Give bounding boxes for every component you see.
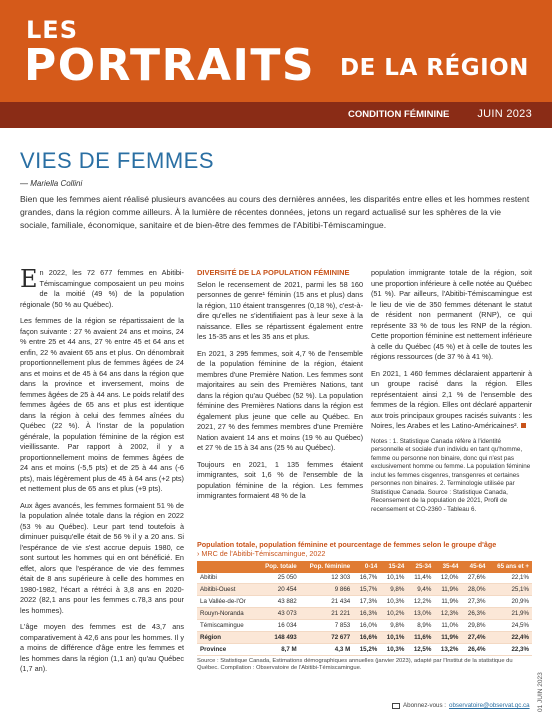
- table-row: [197, 584, 532, 596]
- banner-title-les: LES: [26, 16, 78, 44]
- table-subtitle: › MRC de l'Abitibi-Témiscamingue, 2022: [197, 549, 326, 558]
- table-cell: 16,7%: [353, 573, 380, 584]
- table-cell: 9,4%: [407, 584, 434, 596]
- table-cell: 25,1%: [488, 584, 532, 596]
- column-1: [20, 265, 184, 681]
- category-label: CONDITION FÉMININE: [348, 109, 450, 120]
- col2-paragraph-1: Selon le recensement de 2021, parmi les 58 160 personnes de genre¹ féminin (15 ans et plus) dans la région, 110 étaient transgenres (0,18 %), c'est-à-dire qu'elles ne s'identifiaient pas à leur sexe à la naissance. Elles se répartissent également entre les 15-35 ans et les 35 ans et plus.: [197, 279, 363, 341]
- col1-paragraph-1: [20, 265, 184, 310]
- table-cell: 10,1%: [380, 632, 407, 644]
- table-cell: 29,8%: [461, 620, 488, 632]
- column-3: [371, 268, 532, 520]
- table-cell: 28,0%: [461, 584, 488, 596]
- row-label: Province: [197, 644, 256, 656]
- subscribe-label: Abonnez-vous :: [403, 702, 446, 709]
- table-cell: 9 866: [300, 584, 354, 596]
- issue-date: JUIN 2023: [477, 108, 532, 120]
- table-cell: 25 050: [256, 573, 299, 584]
- col-header: 35-44: [434, 561, 461, 573]
- col3-paragraph-1: population immigrante totale de la région, soit une proportion inférieure à celle notée au Québec (51 %). Par ailleurs, l'Abitibi-Témiscamingue est le lieu de vie de 350 femmes détenant le statut de résident non permanent (RNP), ce qui représente 33 % de tous les RNP de la région. Cette proportion féminine est nettement inférieure à celle du Québec (45 %) et à celle de toutes les régions ressources (de 37 % à 41 %).: [371, 268, 532, 361]
- table-cell: 22,3%: [488, 644, 532, 656]
- table-cell: 26,4%: [461, 644, 488, 656]
- table-title: Population totale, population féminine et pourcentage de femmes selon le groupe d'âge: [197, 540, 497, 549]
- table-row: [197, 596, 532, 608]
- table-cell: 11,6%: [407, 632, 434, 644]
- table-cell: 16,0%: [353, 620, 380, 632]
- col-header: [197, 561, 256, 573]
- table-cell: 20 454: [256, 584, 299, 596]
- table-cell: 24,5%: [488, 620, 532, 632]
- table-cell: 22,4%: [488, 632, 532, 644]
- table-cell: 12,0%: [434, 573, 461, 584]
- dropcap: E: [20, 265, 38, 293]
- table-cell: 7 853: [300, 620, 354, 632]
- population-table-block: [197, 540, 532, 672]
- table-cell: 8,7 M: [256, 644, 299, 656]
- col-header: Pop. totale: [256, 561, 299, 573]
- table-cell: 43 073: [256, 608, 299, 620]
- table-cell: 16 034: [256, 620, 299, 632]
- table-cell: 21 221: [300, 608, 354, 620]
- table-header-row: [197, 561, 532, 573]
- table-row: [197, 644, 532, 656]
- table-cell: 11,9%: [434, 596, 461, 608]
- row-label: Abitibi-Ouest: [197, 584, 256, 596]
- column-2: [197, 268, 363, 508]
- col-header: 65 ans et +: [488, 561, 532, 573]
- table-row: [197, 573, 532, 584]
- table-cell: 13,0%: [407, 608, 434, 620]
- col1-paragraph-3: Aux âges avancés, les femmes formaient 51 % de la population aînée totale dans la région en 2022 (53 % au Québec). Leur part tend toutefois à diminuer puisqu'elle était de 56 % il y a 20 ans. Si l'espérance de vie s'est accrue depuis 1980, ce sont surtout les hommes qui en ont bénéficié. En effet, alors que l'espérance de vie des femmes était de 8 ans supérieure à celle des hommes en 1980-1982, l'écart a rétréci à 3,8 ans en 2020-2022 (82,1 ans pour les femmes c.78,3 ans pour les hommes).: [20, 500, 184, 615]
- col1-paragraph-2: Les femmes de la région se répartissaient de la façon suivante : 27 % avaient 24 ans et moins, 24 % entre 25 et 44 ans, 27 % entre 45 et 64 ans et enfin, 22 % avaient 65 ans et plus. On dénombrait proportionnellement plus de femmes âgées de 24 ans et moins et de 45 à 64 ans dans la région que dans la province et inversement, moins de femmes âgées de 25 à 44 ans. Le poids relatif des femmes âgées de 65 ans et plus est identique dans la région à celui des femmes aînées du Québec (22 %). À l'instar de la population générale, la population féminine de la région est vieillissante. Par rapport à 2002, il y a proportionnellement moins de femmes âgées de 24 ans et moins (-5,5 pts) et de 25 à 44 ans (-6 pts), mais légèrement plus de 45 à 64 ans (+2 pts) et nettement plus de 65 ans et plus (+9 pts).: [20, 316, 184, 493]
- table-cell: 17,3%: [353, 596, 380, 608]
- table-cell: 8,9%: [407, 620, 434, 632]
- col-header: 25-34: [407, 561, 434, 573]
- col-header: 0-14: [353, 561, 380, 573]
- col1-p1-text: n 2022, les 72 677 femmes en Abitibi-Témiscamingue composaient un peu moins de la moitié (49 %) de la population régionale (50 % au Québec).: [20, 268, 184, 309]
- table-cell: 11,4%: [407, 573, 434, 584]
- table-cell: 12,2%: [407, 596, 434, 608]
- table-cell: 10,3%: [380, 596, 407, 608]
- table-cell: 10,3%: [380, 644, 407, 656]
- col-header: 15-24: [380, 561, 407, 573]
- row-label: Région: [197, 632, 256, 644]
- table-cell: 27,6%: [461, 573, 488, 584]
- row-label: Abitibi: [197, 573, 256, 584]
- banner-title-portraits: PORTRAITS: [24, 40, 316, 91]
- section-heading-diversity: DIVERSITÉ DE LA POPULATION FÉMININE: [197, 268, 350, 277]
- article-intro: Bien que les femmes aient réalisé plusieurs avancées au cours des dernières années, les disparités entre elles et les hommes restent grandes, dans la région comme ailleurs. À la lumière de récentes données, jetons un regard actualisé sur les sphères de la vie sociale, familiale, économique, sanitaire et de bien-être des femmes de l'Abitibi-Témiscamingue.: [20, 194, 530, 231]
- col3-p2-text: En 2021, 1 460 femmes déclaraient appartenir à un groupe racisé dans la région. Elles représentaient ainsi 2,1 % de l'ensemble des femmes de la région. Elles ont déclaré appartenir aux trois principaux groupes racisés suivants : les Noires, les Arabes et les Latino-Américaines².: [371, 368, 532, 430]
- mail-icon: [392, 703, 400, 709]
- table-cell: 27,3%: [461, 596, 488, 608]
- category-bar: [0, 102, 552, 128]
- table-cell: 4,3 M: [300, 644, 354, 656]
- table-cell: 21 434: [300, 596, 354, 608]
- table-row: [197, 608, 532, 620]
- table-cell: 13,2%: [434, 644, 461, 656]
- table-cell: 20,9%: [488, 596, 532, 608]
- table-cell: 12,5%: [407, 644, 434, 656]
- banner-title-region: DE LA RÉGION: [340, 55, 529, 81]
- table-cell: 9,8%: [380, 584, 407, 596]
- row-label: Témiscamingue: [197, 620, 256, 632]
- end-square-icon: [521, 423, 526, 428]
- table-cell: 148 493: [256, 632, 299, 644]
- table-cell: 12 303: [300, 573, 354, 584]
- population-table: [197, 561, 532, 656]
- table-cell: 26,3%: [461, 608, 488, 620]
- row-label: Rouyn-Noranda: [197, 608, 256, 620]
- side-page-label: 01 JUIN 2023: [537, 672, 544, 712]
- col1-paragraph-4: L'âge moyen des femmes est de 43,7 ans comparativement à 42,6 ans pour les hommes. Il y a moins de différence d'âge entre les femmes et les hommes dans la région (1,1 an) qu'au Québec (1,7 an).: [20, 622, 184, 673]
- table-row: [197, 620, 532, 632]
- table-cell: 27,4%: [461, 632, 488, 644]
- col-header: Pop. féminine: [300, 561, 354, 573]
- table-source: Source : Statistique Canada, Estimations démographiques annuelles (janvier 2023), adapté par l'Institut de la statistique du Québec. Compilation : Observatoire de l'Abitibi-Témiscamingue.: [197, 658, 513, 672]
- table-cell: 16,6%: [353, 632, 380, 644]
- article-title: VIES DE FEMMES: [20, 148, 215, 173]
- table-cell: 21,9%: [488, 608, 532, 620]
- notes: Notes : 1. Statistique Canada réfère à l'identité personnelle et sociale d'un individu en tant qu'homme, femme ou personne non binaire, donc qui n'est pas exclusivement homme ou femme. La population féminine inclut les femmes cisgenres, transgenres et certaines personnes non binaires. 2. Terminologie utilisée par Statistique Canada. Source : Statistique Canada, Recensement de la population de 2021, Profil de recensement et CO-2360 - Tableau 6.: [371, 437, 531, 513]
- col2-paragraph-2: En 2021, 3 295 femmes, soit 4,7 % de l'ensemble de la population féminine de la région, étaient membres d'une Première Nation. Les femmes sont majoritaires au sein des Premières Nations, tant dans la région qu'au Québec (52 %). La population féminine des Premières Nations dans la région est également plus jeune que celle au Québec. En 2021, 27 % des femmes membres d'une Première Nation avaient 14 ans et moins (19 % au Québec) et 27 % de 15 à 34 ans (25 % au Québec).: [197, 348, 363, 452]
- col-header: 45-64: [461, 561, 488, 573]
- table-row: [197, 632, 532, 644]
- table-cell: 16,3%: [353, 608, 380, 620]
- table-cell: 11,9%: [434, 632, 461, 644]
- table-cell: 11,0%: [434, 620, 461, 632]
- table-cell: 15,2%: [353, 644, 380, 656]
- table-cell: 10,1%: [380, 573, 407, 584]
- table-cell: 43 882: [256, 596, 299, 608]
- table-cell: 11,9%: [434, 584, 461, 596]
- table-cell: 72 677: [300, 632, 354, 644]
- table-cell: 10,2%: [380, 608, 407, 620]
- table-cell: 15,7%: [353, 584, 380, 596]
- header-banner: [0, 0, 552, 102]
- article-author: — Mariella Collini: [20, 179, 83, 188]
- table-cell: 22,1%: [488, 573, 532, 584]
- col2-paragraph-3: Toujours en 2021, 1 135 femmes étaient immigrantes, soit 1,6 % de l'ensemble de la population féminine de la région. Les femmes immigrantes formaient 48 % de la: [197, 459, 363, 500]
- footer: [392, 702, 530, 709]
- table-cell: 12,3%: [434, 608, 461, 620]
- row-label: La Vallée-de-l'Or: [197, 596, 256, 608]
- email-link[interactable]: observatoire@observat.qc.ca: [449, 702, 530, 709]
- table-cell: 9,8%: [380, 620, 407, 632]
- col3-paragraph-2: [371, 369, 532, 432]
